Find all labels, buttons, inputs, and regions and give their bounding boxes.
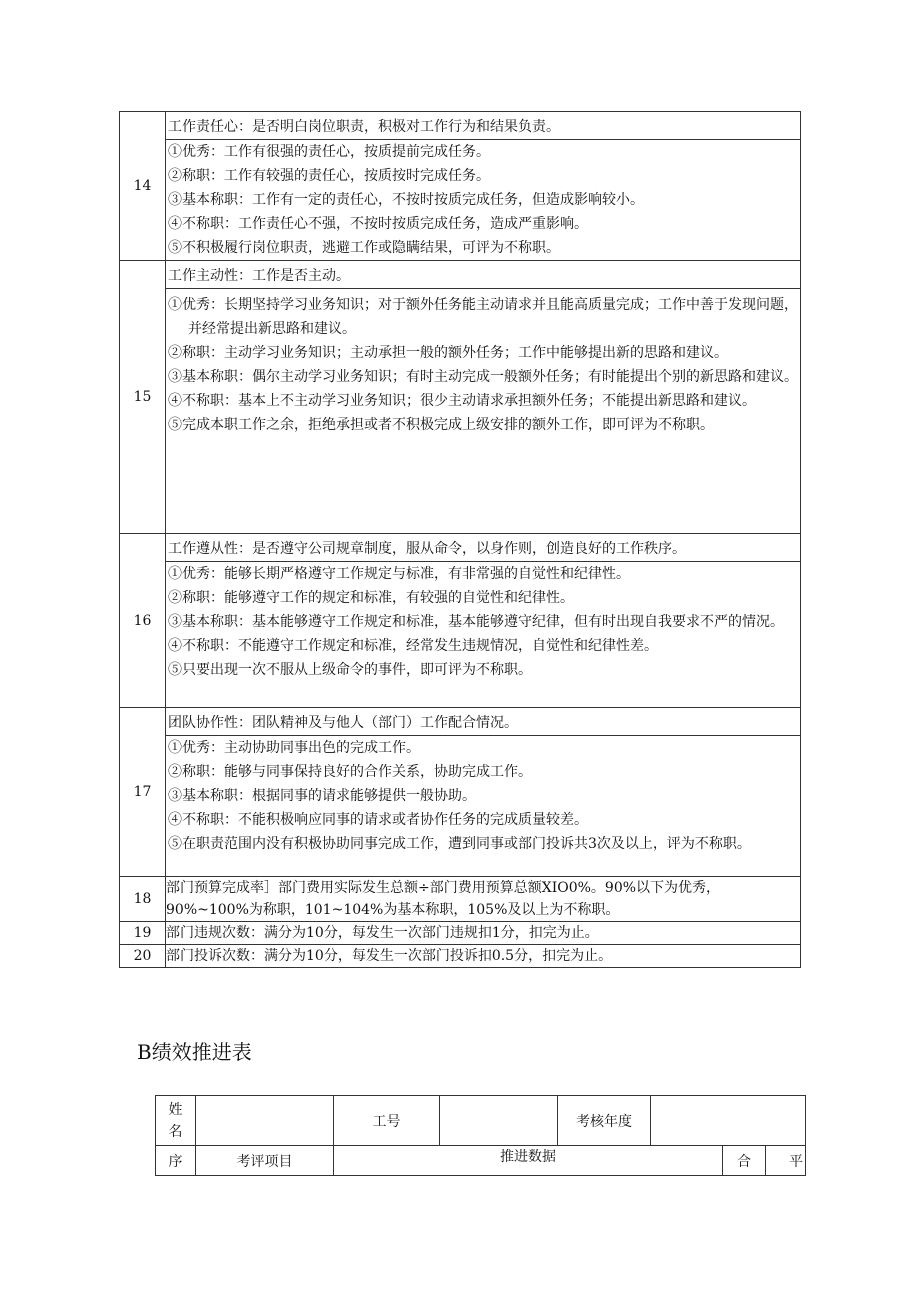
row-number: 18 bbox=[120, 877, 166, 922]
criteria-row-16 bbox=[120, 534, 801, 562]
row-number: 14 bbox=[120, 112, 166, 261]
name-value[interactable] bbox=[196, 1096, 334, 1146]
criteria-text: 部门投诉次数：满分为10分，每发生一次部门投诉扣0.5分，扣完为止。 bbox=[166, 945, 801, 968]
criteria-item: ②称职：能够遵守工作的规定和标准，有较强的自觉性和纪律性。 bbox=[168, 590, 574, 606]
seq-header: 序 bbox=[156, 1146, 196, 1176]
id-label: 工号 bbox=[334, 1096, 440, 1146]
criteria-row-18 bbox=[120, 877, 801, 922]
row-number: 20 bbox=[120, 945, 166, 968]
criteria-items bbox=[166, 562, 801, 708]
criteria-item: ③基本称职：工作有一定的责任心，不按时按质完成任务，但造成影响较小。 bbox=[168, 192, 644, 208]
criteria-item: ④不称职：不能积极响应同事的请求或者协作任务的完成质量较差。 bbox=[168, 812, 588, 828]
criteria-item: ④不称职：工作责任心不强，不按时按质完成任务，造成严重影响。 bbox=[168, 216, 588, 232]
criteria-title: 工作主动性：工作是否主动。 bbox=[166, 261, 801, 289]
avg-header: 平 bbox=[766, 1146, 806, 1176]
criteria-text: 部门预算完成率］部门费用实际发生总额÷部门费用预算总额XIO0%。90%以下为优秀，90%~100%为称职，101~104%为基本称职，105%及以上为不称职。 bbox=[166, 877, 801, 922]
criteria-item: ③基本称职：根据同事的请求能够提供一般协助。 bbox=[168, 788, 476, 804]
criteria-item: ①优秀：主动协助同事出色的完成工作。 bbox=[168, 740, 420, 756]
row-number: 16 bbox=[120, 534, 166, 708]
criteria-item: ①优秀：长期坚持学习业务知识；对于额外任务能主动请求并且能高质量完成；工作中善于发现问题，并经常提出新思路和建议。 bbox=[168, 297, 798, 337]
criteria-item: ①优秀：能够长期严格遵守工作规定与标准，有非常强的自觉性和纪律性。 bbox=[168, 566, 630, 582]
criteria-item: ④不称职：不能遵守工作规定和标准，经常发生违规情况，自觉性和纪律性差。 bbox=[168, 638, 658, 654]
criteria-item: ①优秀：工作有很强的责任心，按质提前完成任务。 bbox=[168, 144, 490, 160]
criteria-items bbox=[166, 289, 801, 534]
row-number: 19 bbox=[120, 922, 166, 945]
criteria-item: ⑤在职责范围内没有积极协助同事完成工作，遭到同事或部门投诉共3次及以上，评为不称职。 bbox=[168, 836, 751, 852]
criteria-text: 部门违规次数：满分为10分，每发生一次部门违规扣1分，扣完为止。 bbox=[166, 922, 801, 945]
name-label: 姓名 bbox=[156, 1096, 196, 1146]
year-value[interactable] bbox=[651, 1096, 806, 1146]
id-value[interactable] bbox=[440, 1096, 558, 1146]
criteria-items bbox=[166, 736, 801, 877]
data-header: 推进数据 bbox=[334, 1146, 723, 1176]
criteria-title: 工作遵从性：是否遵守公司规章制度，服从命令，以身作则，创造良好的工作秩序。 bbox=[166, 534, 801, 562]
criteria-item: ②称职：主动学习业务知识；主动承担一般的额外任务；工作中能够提出新的思路和建议。 bbox=[168, 345, 728, 361]
criteria-item: ③基本称职：偶尔主动学习业务知识；有时主动完成一般额外任务；有时能提出个别的新思路和建议。 bbox=[168, 369, 798, 385]
criteria-item: ⑤只要出现一次不服从上级命令的事件，即可评为不称职。 bbox=[168, 662, 532, 678]
year-label: 考核年度 bbox=[558, 1096, 651, 1146]
item-header: 考评项目 bbox=[196, 1146, 334, 1176]
criteria-row-20 bbox=[120, 945, 801, 968]
criteria-table bbox=[119, 111, 801, 968]
criteria-row-19 bbox=[120, 922, 801, 945]
criteria-items bbox=[166, 140, 801, 261]
criteria-row-15 bbox=[120, 261, 801, 289]
criteria-item: ⑤完成本职工作之余，拒绝承担或者不积极完成上级安排的额外工作，即可评为不称职。 bbox=[168, 417, 714, 433]
criteria-row-14 bbox=[120, 112, 801, 140]
criteria-item: ④不称职：基本上不主动学习业务知识；很少主动请求承担额外任务；不能提出新思路和建议。 bbox=[168, 393, 756, 409]
criteria-row-17 bbox=[120, 708, 801, 736]
criteria-item: ⑤不积极履行岗位职责，逃避工作或隐瞒结果，可评为不称职。 bbox=[168, 240, 560, 256]
criteria-item: ②称职：能够与同事保持良好的合作关系，协助完成工作。 bbox=[168, 764, 532, 780]
criteria-item: ②称职：工作有较强的责任心，按质按时完成任务。 bbox=[168, 168, 490, 184]
performance-table bbox=[155, 1095, 806, 1176]
row-number: 17 bbox=[120, 708, 166, 877]
section-title: B绩效推进表 bbox=[137, 1040, 252, 1064]
criteria-title: 团队协作性：团队精神及与他人（部门）工作配合情况。 bbox=[166, 708, 801, 736]
criteria-title: 工作责任心：是否明白岗位职责，积极对工作行为和结果负责。 bbox=[166, 112, 801, 140]
total-header: 合 bbox=[723, 1146, 766, 1176]
criteria-item: ③基本称职：基本能够遵守工作规定和标准，基本能够遵守纪律，但有时出现自我要求不严的情况。 bbox=[168, 614, 784, 630]
row-number: 15 bbox=[120, 261, 166, 534]
